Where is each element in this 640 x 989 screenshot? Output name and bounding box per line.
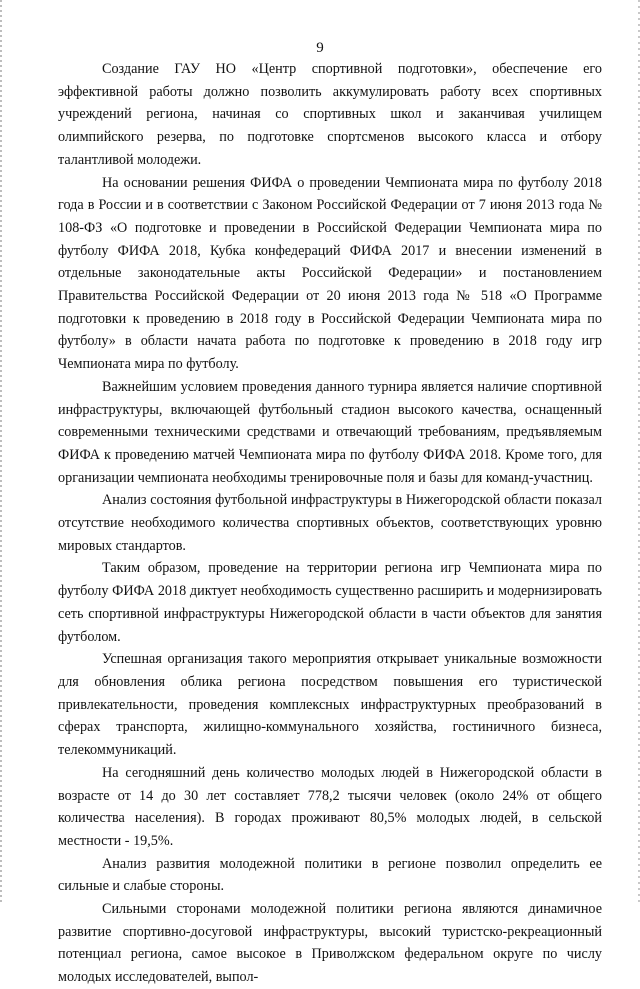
page-number: 9 — [316, 40, 324, 56]
paragraph-gau-sport-center: Создание ГАУ НО «Центр спортивной подготовки», обеспечение его эффективной работы должно позволить аккумулировать работу всех спортивных учреждений региона, начиная со спортивных школ и заканчивая училищем олимпийского резерва, по подготовке спортсменов высокого класса и отбору талантливой молодежи. — [58, 61, 602, 168]
paragraph-youth-population: На сегодняшний день количество молодых людей в Нижегородской области в возрасте от 14 до 30 лет составляет 778,2 тысячи человек (около 24% от общего количества населения). В городах проживают 80,5% молодых людей, в сельской местности - 19,5%. — [58, 764, 602, 849]
scan-edge-left — [0, 0, 2, 905]
paragraph-infrastructure-analysis: Анализ состояния футбольной инфраструктуры в Нижегородской области показал отсутствие необходимого количества спортивных объектов, соответствующих уровню мировых стандартов. — [58, 492, 602, 554]
paragraph-infrastructure-condition: Важнейшим условием проведения данного турнира является наличие спортивной инфраструктуры, включающей футбольный стадион высокого качества, оснащенный современными техническими средствами и отвечающий требованиям, предъявляемым ФИФА к проведению матчей Чемпионата мира по футболу ФИФА 2018. Кроме того, для организации чемпионата необходимы тренировочные поля и базы для команд-участниц. — [58, 378, 602, 486]
document-body — [58, 58, 602, 989]
paragraph-fifa-decision: На основании решения ФИФА о проведении Чемпионата мира по футболу 2018 года в России и в соответствии с Законом Российской Федерации от 7 июня 2013 года № 108-ФЗ «О подготовке и проведении в Российской Федерации Чемпионата мира по футболу ФИФА 2018, Кубка конфедераций ФИФА 2017 и внесении изменений в отдельные законодательные акты Российской Федерации» и постановлением Правительства Российской Федерации от 20 июня 2013 года № 518 «О Программе подготовки к проведению в 2018 году в Российской Федерации Чемпионата мира по футболу» в области начата работа по подготовке к проведению в 2018 году игр Чемпионата мира по футболу. — [58, 174, 602, 373]
paragraph-youth-policy-analysis: Анализ развития молодежной политики в регионе позволил определить ее сильные и слабые стороны. — [58, 855, 602, 895]
paragraph-modernization-need: Таким образом, проведение на территории региона игр Чемпионата мира по футболу ФИФА 2018 диктует необходимость существенно расширить и модернизировать сеть спортивной инфраструктуры Нижегородской области в части объектов для занятия футболом. — [58, 560, 602, 645]
paragraph-youth-policy-strengths: Сильными сторонами молодежной политики региона являются динамичное развитие спортивно-досуговой инфраструктуры, высокий туристско-рекреационный потенциал региона, самое высокое в Приволжском федеральном округе по числу молодых исследователей, выпол- — [58, 901, 602, 986]
paragraph-region-opportunities: Успешная организация такого мероприятия открывает уникальные возможности для обновления облика региона посредством повышения его туристической привлекательности, проведения комплексных инфраструктурных преобразований в сферах транспорта, жилищно-коммунального хозяйства, гостиничного бизнеса, телекоммуникаций. — [58, 651, 602, 759]
